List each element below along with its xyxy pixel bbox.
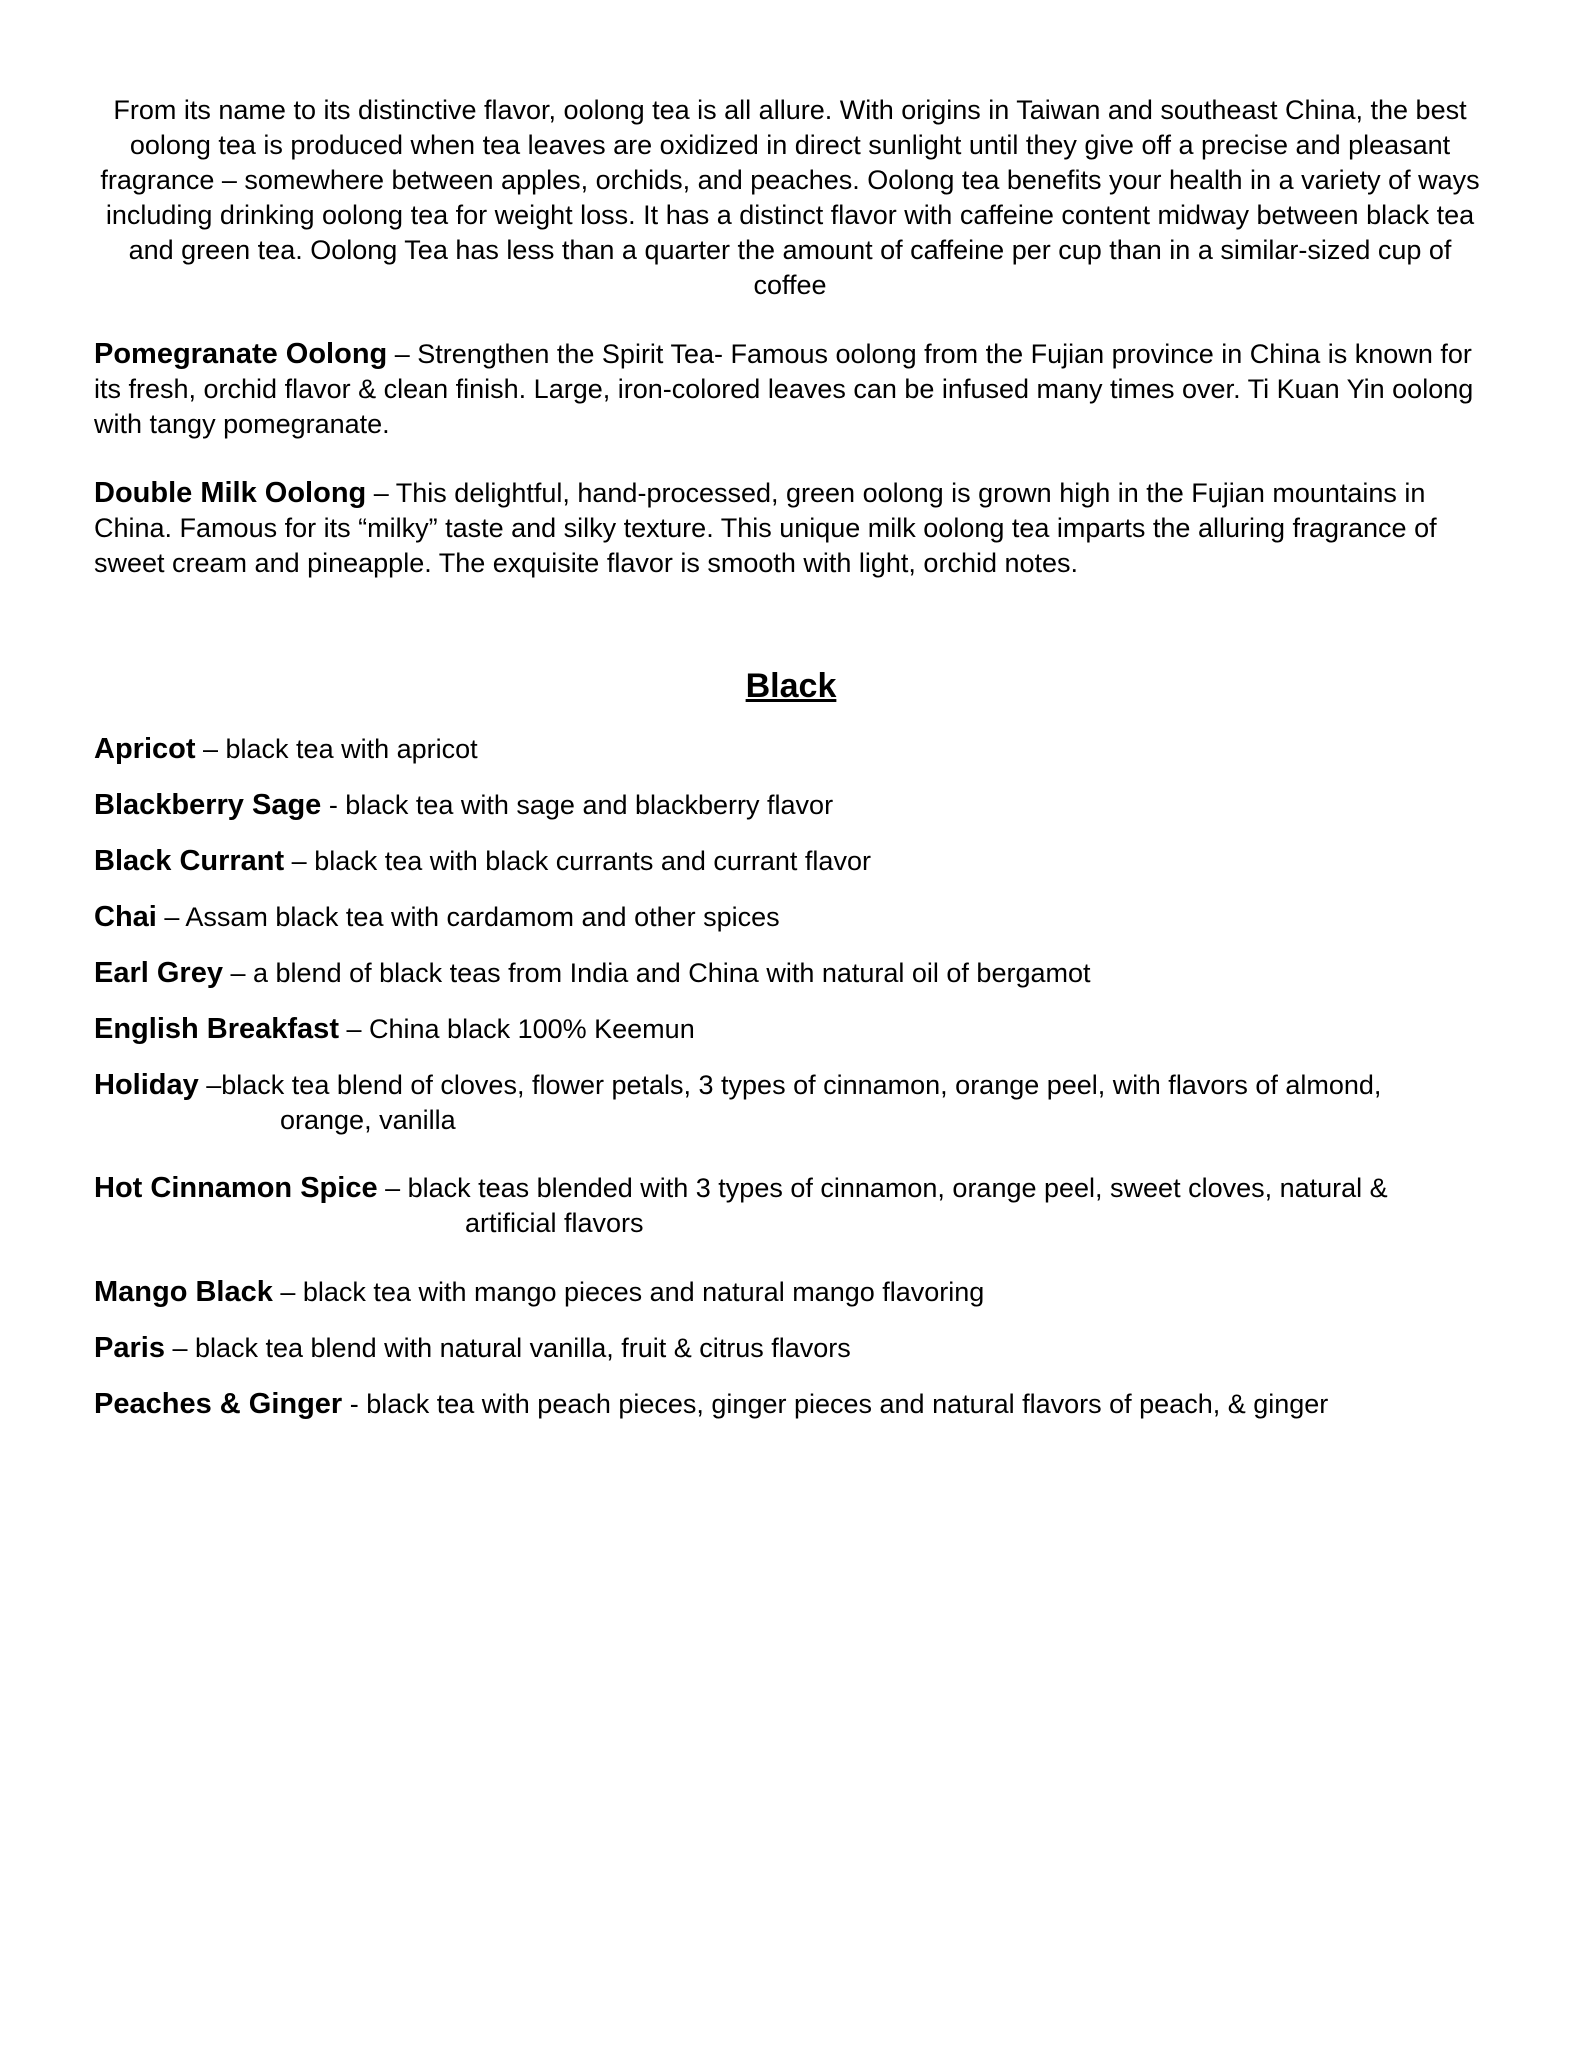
tea-description-continued: artificial flavors bbox=[465, 1208, 644, 1238]
tea-entry-english-breakfast bbox=[94, 1012, 1514, 1047]
tea-entry-peaches-ginger bbox=[94, 1387, 1514, 1422]
tea-name: Paris bbox=[94, 1332, 165, 1364]
tea-entry-blackberry-sage bbox=[94, 788, 1514, 823]
tea-name: Hot Cinnamon Spice bbox=[94, 1172, 378, 1204]
tea-name: Double Milk Oolong bbox=[94, 477, 367, 509]
tea-entry-paris bbox=[94, 1331, 1514, 1366]
tea-entry-apricot bbox=[94, 732, 1514, 767]
tea-name: Holiday bbox=[94, 1069, 199, 1101]
tea-entry-chai bbox=[94, 900, 1514, 935]
tea-entry-double-milk-oolong bbox=[94, 476, 1494, 581]
tea-entry-mango-black bbox=[94, 1275, 1514, 1310]
tea-entry-black-currant bbox=[94, 844, 1514, 879]
tea-name: Blackberry Sage bbox=[94, 789, 322, 821]
tea-description: – This delightful, hand-processed, green oolong is grown high in the Fujian mountains in China. Famous for its “milky” taste and silky texture. This unique milk oolong tea imparts the alluring fragrance of sweet cream and pineapple. The exquisite flavor is smooth with light, orchid notes. bbox=[94, 478, 1437, 578]
tea-description: – China black 100% Keemun bbox=[338, 1014, 695, 1044]
oolong-intro-paragraph: From its name to its distinctive flavor, oolong tea is all allure. With origins in Taiwan and southeast China, the best oolong tea is produced when tea leaves are oxidized in direct sunlight until they give off a precise and pleasant fragrance – somewhere between apples, orchids, and peaches. Oolong tea benefits your health in a variety of ways including drinking oolong tea for weight loss. It has a distinct flavor with caffeine content midway between black tea and green tea. Oolong Tea has less than a quarter the amount of caffeine per cup than in a similar-sized cup of coffee bbox=[100, 95, 1480, 300]
tea-name: Mango Black bbox=[94, 1276, 273, 1308]
tea-entry-earl-grey bbox=[94, 956, 1514, 991]
tea-name: Earl Grey bbox=[94, 957, 223, 989]
tea-name: Apricot bbox=[94, 733, 196, 765]
tea-entry-holiday bbox=[94, 1068, 1514, 1138]
tea-description: – black tea blend with natural vanilla, fruit & citrus flavors bbox=[164, 1333, 851, 1363]
tea-description: –black tea blend of cloves, flower petals, 3 types of cinnamon, orange peel, with flavors of almond, bbox=[198, 1070, 1382, 1100]
tea-description: - black tea with peach pieces, ginger pieces and natural flavors of peach, & ginger bbox=[342, 1389, 1329, 1419]
tea-description: - black tea with sage and blackberry flavor bbox=[321, 790, 834, 820]
tea-name: Black Currant bbox=[94, 845, 285, 877]
tea-description: – black tea with apricot bbox=[195, 734, 478, 764]
section-heading-black: Black bbox=[745, 667, 837, 705]
tea-name: Peaches & Ginger bbox=[94, 1388, 343, 1420]
tea-name: Chai bbox=[94, 901, 157, 933]
tea-name: Pomegranate Oolong bbox=[94, 338, 388, 370]
tea-description: – Strengthen the Spirit Tea- Famous oolong from the Fujian province in China is known for its fresh, orchid flavor & clean finish. Large, iron-colored leaves can be infused many times over. Ti Kuan Yin oolong with tangy pomegranate. bbox=[94, 339, 1474, 439]
tea-name: English Breakfast bbox=[94, 1013, 339, 1045]
tea-description: – a blend of black teas from India and China with natural oil of bergamot bbox=[222, 958, 1091, 988]
tea-entry-pomegranate-oolong bbox=[94, 337, 1494, 442]
tea-description: – black tea with mango pieces and natural mango flavoring bbox=[272, 1277, 985, 1307]
tea-description: – black tea with black currants and currant flavor bbox=[284, 846, 871, 876]
tea-description-continued: orange, vanilla bbox=[280, 1105, 456, 1135]
tea-entry-hot-cinnamon-spice bbox=[94, 1171, 1514, 1241]
tea-description: – Assam black tea with cardamom and other spices bbox=[156, 902, 780, 932]
tea-description: – black teas blended with 3 types of cinnamon, orange peel, sweet cloves, natural & bbox=[377, 1173, 1388, 1203]
